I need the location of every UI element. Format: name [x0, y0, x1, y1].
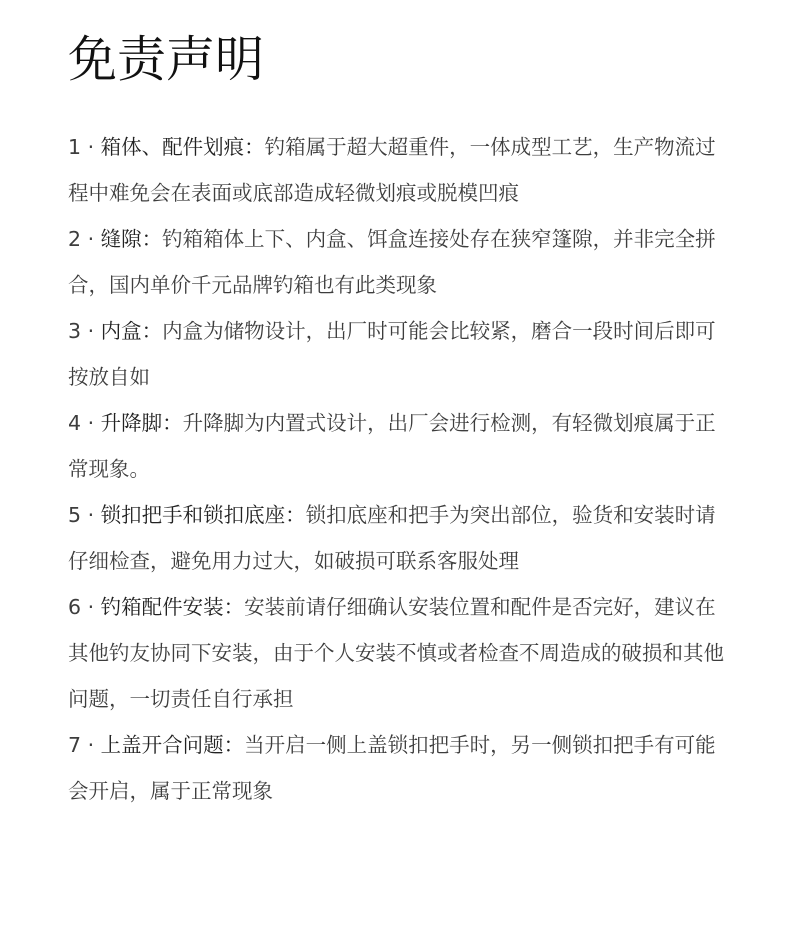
item-separator: ·	[81, 319, 101, 343]
item-number: 1	[68, 135, 82, 159]
disclaimer-item-4	[68, 400, 728, 492]
item-label: 内盒：	[100, 319, 163, 343]
item-number: 3	[68, 319, 82, 343]
item-number: 2	[68, 227, 82, 251]
disclaimer-item-2	[68, 216, 728, 308]
disclaimer-item-5	[68, 492, 728, 584]
item-text: 升降脚为内置式设计，出厂会进行检测，有轻微划痕属于正常现象。	[68, 411, 716, 481]
disclaimer-list	[68, 124, 728, 814]
item-number: 6	[68, 595, 82, 619]
item-separator: ·	[81, 595, 101, 619]
item-label: 锁扣把手和锁扣底座：	[100, 503, 306, 527]
item-separator: ·	[81, 503, 101, 527]
item-label: 上盖开合问题：	[100, 733, 245, 757]
item-number: 7	[68, 733, 82, 757]
item-label: 升降脚：	[100, 411, 183, 435]
item-text: 钓箱属于超大超重件，一体成型工艺，生产物流过程中难免会在表面或底部造成轻微划痕或脱模凹痕	[68, 135, 716, 205]
disclaimer-item-3	[68, 308, 728, 400]
item-text: 锁扣底座和把手为突出部位，验货和安装时请仔细检查，避免用力过大，如破损可联系客服处理	[68, 503, 716, 573]
item-number: 4	[68, 411, 82, 435]
item-separator: ·	[81, 411, 101, 435]
item-number: 5	[68, 503, 82, 527]
item-label: 箱体、配件划痕：	[100, 135, 265, 159]
item-text: 当开启一侧上盖锁扣把手时，另一侧锁扣把手有可能会开启，属于正常现象	[68, 733, 716, 803]
disclaimer-item-6	[68, 584, 728, 722]
item-label: 钓箱配件安装：	[100, 595, 245, 619]
item-separator: ·	[81, 733, 101, 757]
item-text: 安装前请仔细确认安装位置和配件是否完好，建议在其他钓友协同下安装，由于个人安装不慎或者检查不周造成的破损和其他问题，一切责任自行承担	[68, 595, 724, 711]
item-separator: ·	[81, 227, 101, 251]
item-separator: ·	[81, 135, 101, 159]
item-text: 内盒为储物设计，出厂时可能会比较紧，磨合一段时间后即可按放自如	[68, 319, 716, 389]
disclaimer-item-7	[68, 722, 728, 814]
page-title: 免责声明	[68, 31, 265, 88]
item-label: 缝隙：	[100, 227, 163, 251]
item-text: 钓箱箱体上下、内盒、饵盒连接处存在狭窄篷隙，并非完全拼合，国内单价千元品牌钓箱也有此类现象	[68, 227, 716, 297]
disclaimer-item-1	[68, 124, 728, 216]
